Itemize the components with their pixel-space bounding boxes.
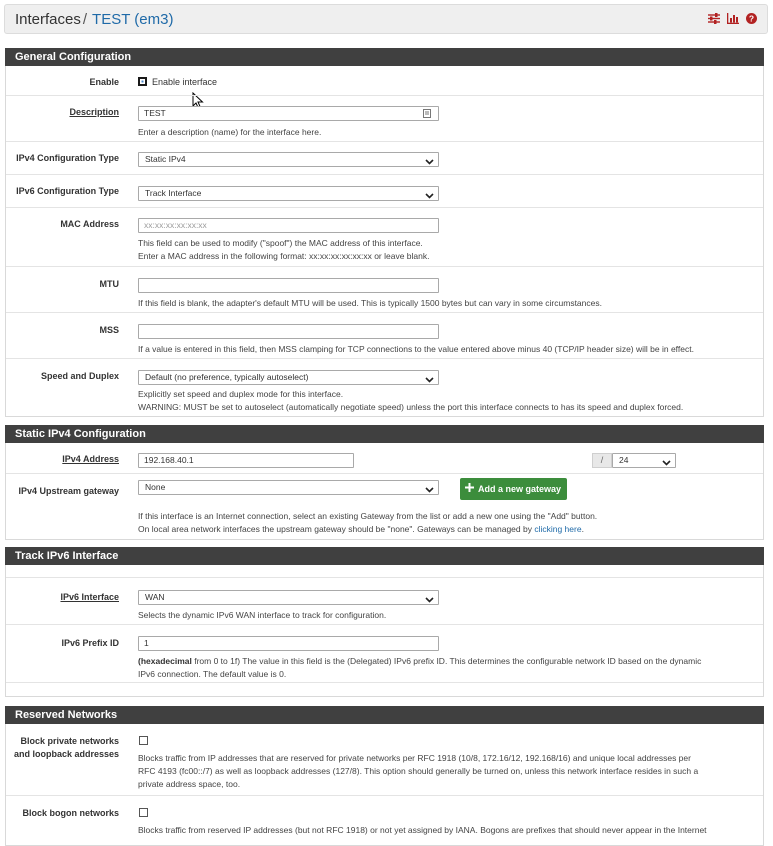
add-gateway-label: Add a new gateway bbox=[478, 484, 562, 494]
description-help: Enter a description (name) for the interface here. bbox=[138, 127, 322, 137]
mac-placeholder: xx:xx:xx:xx:xx:xx bbox=[144, 220, 207, 230]
mss-label: MSS bbox=[99, 325, 119, 335]
block-private-help-1: Blocks traffic from IP addresses that are reserved for private networks per RFC 1918 (10/8, 172.16/12, 192.168/16) and unique local addresses per bbox=[138, 753, 691, 763]
ipv4-address-row bbox=[6, 443, 763, 473]
mac-label: MAC Address bbox=[60, 219, 119, 229]
gateway-help-2-text: On local area network interfaces the upstream gateway should be "none". Gateways can be managed by bbox=[138, 524, 535, 534]
chevron-down-icon bbox=[662, 457, 671, 470]
enable-row bbox=[6, 66, 763, 95]
block-private-label-1: Block private networks bbox=[20, 736, 119, 746]
breadcrumb bbox=[15, 11, 173, 29]
ipv6-interface-label: IPv6 Interface bbox=[60, 592, 119, 602]
mtu-help: If this field is blank, the adapter's default MTU will be used. This is typically 1500 bytes but can vary in some circumstances. bbox=[138, 298, 602, 308]
plus-icon bbox=[465, 478, 474, 500]
ipv6-prefix-help-1 bbox=[138, 655, 701, 668]
ipv6-prefix-help-bold: (hexadecimal bbox=[138, 656, 192, 666]
mss-row bbox=[6, 312, 763, 358]
sliders-icon[interactable] bbox=[708, 13, 720, 24]
block-private-checkbox[interactable] bbox=[139, 736, 148, 745]
block-private-help-3: private address space, too. bbox=[138, 779, 241, 789]
description-input[interactable] bbox=[138, 106, 439, 121]
reserved-networks-panel bbox=[5, 706, 764, 846]
gateway-help-1: If this interface is an Internet connection, select an existing Gateway from the list or add a new one using the "Add" button. bbox=[138, 511, 598, 521]
breadcrumb-bar bbox=[4, 4, 768, 34]
breadcrumb-current[interactable]: TEST (em3) bbox=[92, 11, 174, 28]
ipv4-type-select[interactable] bbox=[138, 152, 439, 167]
breadcrumb-separator: / bbox=[82, 11, 88, 28]
ipv6-prefix-value: 1 bbox=[144, 638, 149, 648]
bar-chart-icon[interactable] bbox=[727, 13, 739, 24]
ipv6-type-value: Track Interface bbox=[145, 188, 202, 198]
chevron-down-icon bbox=[425, 594, 434, 607]
ipv6-prefix-help-text: from 0 to 1f) The value in this field is the (Delegated) IPv6 prefix ID. This determines the configurable network ID based on the dynamic bbox=[191, 656, 702, 666]
speed-help-2: WARNING: MUST be set to autoselect (automatically negotiate speed) unless the port this interface connects to has its speed and duplex forced. bbox=[138, 402, 684, 412]
breadcrumb-root[interactable]: Interfaces bbox=[15, 11, 81, 28]
mtu-label: MTU bbox=[99, 279, 119, 289]
description-row bbox=[6, 95, 763, 141]
gateway-help-2 bbox=[138, 523, 584, 536]
add-gateway-button[interactable] bbox=[460, 478, 567, 500]
ipv6-type-label: IPv6 Configuration Type bbox=[16, 186, 119, 196]
ipv4-address-value: 192.168.40.1 bbox=[144, 455, 194, 465]
ipv6-prefix-help-2: IPv6 connection. The default value is 0. bbox=[138, 669, 287, 679]
mtu-row bbox=[6, 266, 763, 312]
speed-row bbox=[6, 358, 763, 416]
input-contacts-icon bbox=[423, 109, 431, 122]
mac-input[interactable] bbox=[138, 218, 439, 233]
track-ipv6-panel bbox=[5, 547, 764, 697]
static-ipv4-panel bbox=[5, 425, 764, 540]
ipv4-address-input[interactable] bbox=[138, 453, 354, 468]
ipv6-interface-help: Selects the dynamic IPv6 WAN interface to track for configuration. bbox=[138, 610, 387, 620]
chevron-down-icon bbox=[425, 190, 434, 203]
block-bogon-row bbox=[6, 795, 763, 845]
block-bogon-label: Block bogon networks bbox=[22, 808, 119, 818]
mtu-input[interactable] bbox=[138, 278, 439, 293]
manage-gateways-link[interactable]: clicking here bbox=[534, 524, 582, 534]
enable-label: Enable bbox=[89, 77, 119, 87]
enable-checkbox[interactable] bbox=[138, 77, 147, 86]
cidr-select[interactable] bbox=[612, 453, 676, 468]
mac-row bbox=[6, 207, 763, 266]
chevron-down-icon bbox=[425, 484, 434, 497]
ipv4-gateway-select[interactable] bbox=[138, 480, 439, 495]
reserved-networks-heading: Reserved Networks bbox=[5, 706, 764, 724]
chevron-down-icon bbox=[425, 374, 434, 387]
ipv6-prefix-input[interactable] bbox=[138, 636, 439, 651]
speed-value: Default (no preference, typically autoselect) bbox=[145, 372, 309, 382]
general-configuration-panel bbox=[5, 48, 764, 417]
ipv4-address-label: IPv4 Address bbox=[62, 454, 119, 464]
ipv4-gateway-value: None bbox=[145, 482, 166, 492]
speed-select[interactable] bbox=[138, 370, 439, 385]
description-label: Description bbox=[69, 107, 119, 117]
block-bogon-help-1: Blocks traffic from reserved IP addresses (but not RFC 1918) or not yet assigned by IANA. Bogons are prefixes that should never appear in the Internet bbox=[138, 825, 707, 835]
mss-help: If a value is entered in this field, then MSS clamping for TCP connections to the value entered above minus 40 (TCP/IP header size) will be in effect. bbox=[138, 344, 694, 354]
cidr-separator: / bbox=[592, 453, 612, 468]
ipv6-prefix-row bbox=[6, 624, 763, 682]
ipv4-type-value: Static IPv4 bbox=[145, 154, 186, 164]
enable-checkbox-label[interactable]: Enable interface bbox=[152, 77, 218, 87]
mss-input[interactable] bbox=[138, 324, 439, 339]
track-ipv6-heading: Track IPv6 Interface bbox=[5, 547, 764, 565]
ipv6-prefix-label: IPv6 Prefix ID bbox=[61, 638, 119, 648]
block-bogon-checkbox[interactable] bbox=[139, 808, 148, 817]
ipv6-type-select[interactable] bbox=[138, 186, 439, 201]
mac-help-2: Enter a MAC address in the following format: xx:xx:xx:xx:xx:xx or leave blank. bbox=[138, 251, 430, 261]
speed-help-1: Explicitly set speed and duplex mode for this interface. bbox=[138, 389, 344, 399]
gateway-help-2-end: . bbox=[581, 524, 584, 534]
ipv6-bottom-spacer bbox=[6, 682, 763, 696]
block-private-label-2: and loopback addresses bbox=[13, 749, 119, 759]
ipv6-spacer-row bbox=[6, 565, 763, 577]
ipv4-gateway-row bbox=[6, 473, 763, 539]
ipv6-interface-value: WAN bbox=[145, 592, 165, 602]
mac-help-1: This field can be used to modify ("spoof") the MAC address of this interface. bbox=[138, 238, 423, 248]
speed-label: Speed and Duplex bbox=[40, 371, 119, 381]
static-ipv4-heading: Static IPv4 Configuration bbox=[5, 425, 764, 443]
ipv4-type-label: IPv4 Configuration Type bbox=[16, 153, 119, 163]
ipv4-gateway-label: IPv4 Upstream gateway bbox=[18, 486, 119, 496]
ipv4-type-row bbox=[6, 141, 763, 174]
chevron-down-icon bbox=[425, 156, 434, 169]
ipv6-interface-row bbox=[6, 577, 763, 624]
ipv6-type-row bbox=[6, 174, 763, 207]
block-private-row bbox=[6, 724, 763, 795]
header-icons bbox=[708, 13, 757, 24]
general-configuration-heading: General Configuration bbox=[5, 48, 764, 66]
description-value: TEST bbox=[144, 108, 166, 118]
svg-text:?: ? bbox=[748, 13, 755, 24]
block-private-help-2: RFC 4193 (fc00::/7) as well as loopback addresses (127/8). This option should generally be turned on, unless this network interface resides in such a bbox=[138, 766, 699, 776]
cidr-value: 24 bbox=[619, 455, 629, 465]
help-icon[interactable] bbox=[746, 13, 757, 24]
ipv6-interface-select[interactable] bbox=[138, 590, 439, 605]
